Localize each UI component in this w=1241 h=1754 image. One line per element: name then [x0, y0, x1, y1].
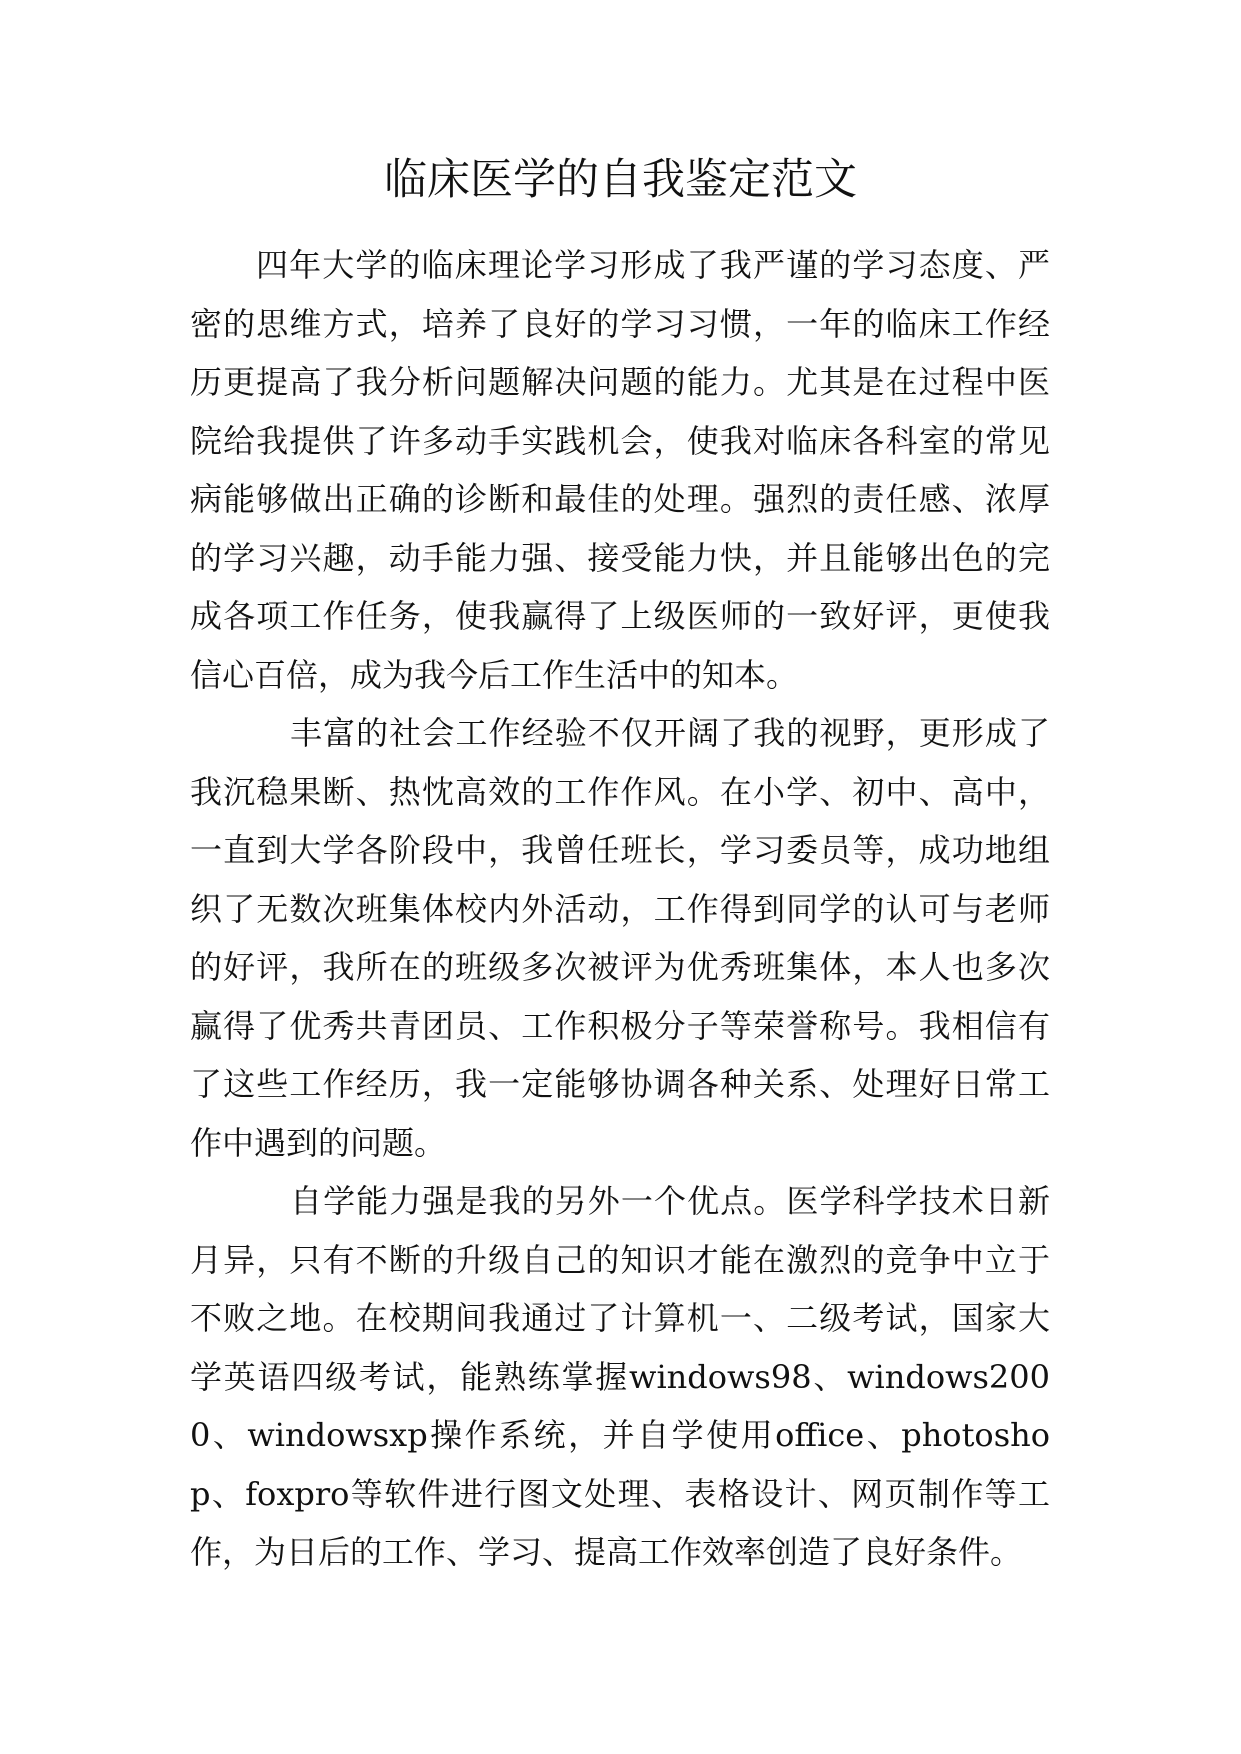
- document-body: [190, 236, 1050, 1582]
- paragraph-2: 丰富的社会工作经验不仅开阔了我的视野，更形成了我沉稳果断、热忱高效的工作作风。在小学、初中、高中，一直到大学各阶段中，我曾任班长，学习委员等，成功地组织了无数次班集体校内外活动，工作得到同学的认可与老师的好评，我所在的班级多次被评为优秀班集体，本人也多次赢得了优秀共青团员、工作积极分子等荣誉称号。我相信有了这些工作经历，我一定能够协调各种关系、处理好日常工作中遇到的问题。: [190, 714, 1050, 1162]
- paragraph-1: 四年大学的临床理论学习形成了我严谨的学习态度、严密的思维方式，培养了良好的学习习惯，一年的临床工作经历更提高了我分析问题解决问题的能力。尤其是在过程中医院给我提供了许多动手实践机会，使我对临床各科室的常见病能够做出正确的诊断和最佳的处理。强烈的责任感、浓厚的学习兴趣，动手能力强、接受能力快，并且能够出色的完成各项工作任务，使我赢得了上级医师的一致好评，更使我信心百倍，成为我今后工作生活中的知本。: [190, 246, 1050, 694]
- paragraph-3: 自学能力强是我的另外一个优点。医学科学技术日新月异，只有不断的升级自己的知识才能在激烈的竞争中立于不败之地。在校期间我通过了计算机一、二级考试，国家大学英语四级考试，能熟练掌握windows98、windows2000、windowsxp操作系统，并自学使用office、photoshop、foxpro等软件进行图文处理、表格设计、网页制作等工作，为日后的工作、学习、提高工作效率创造了良好条件。: [190, 1182, 1050, 1571]
- document-title: 临床医学的自我鉴定范文: [384, 155, 857, 205]
